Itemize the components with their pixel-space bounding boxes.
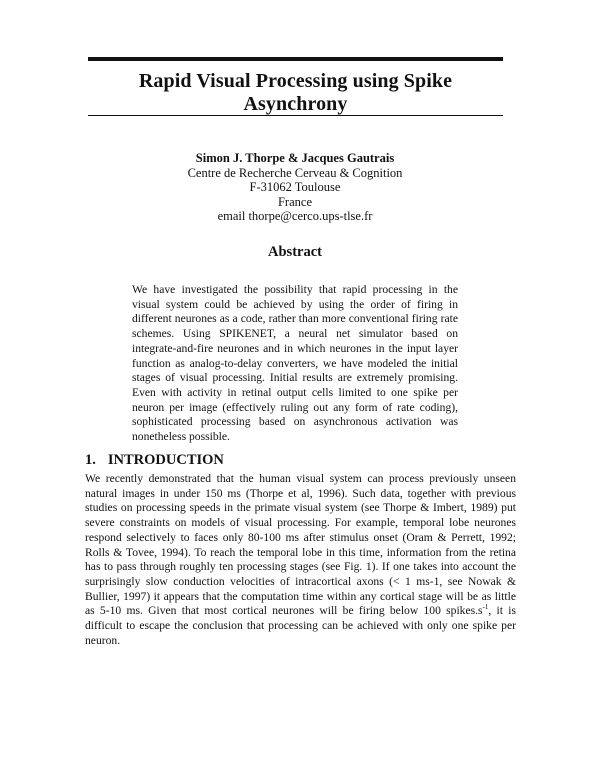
author-address: F-31062 Toulouse <box>249 180 341 194</box>
author-country: France <box>277 194 312 209</box>
author-email: email thorpe@cerco.ups-tlse.fr <box>217 209 373 223</box>
paper-title: Rapid Visual Processing using Spike Asynchrony <box>138 70 453 115</box>
author-affiliation: Centre de Recherche Cerveau & Cognition <box>187 165 403 180</box>
intro-superscript: -1 <box>482 603 489 612</box>
author-block <box>150 151 440 224</box>
title-top-rule <box>88 57 503 61</box>
title-bottom-rule <box>88 115 503 116</box>
intro-text-part1: We recently demonstrated that the human visual system can process previously unseen natural images in under 150 ms (Thorpe et al, 1996). Such data, together with previous studies on processing speeds in the primate visual system (see Thorpe & Imbert, 1989) put severe constraints on models of visual processing. For example, temporal lobe neurones respond selectively to faces only 80-100 ms after stimulus onset (Oram & Perrett, 1992; Rolls & Tovee, 1994). To reach the temporal lobe in this time, information from the retina has to pass through roughly ten processing stages (see Fig. 1). If one takes into account the surprisingly slow conduction velocities of intracortical axons (< 1 ms-1, see Nowak & Bullier, 1997) it appears that the computation time within any cortical stage will be as little as 5-10 ms. Given that most cortical neurones will be firing below 100 spikes.s <box>85 472 516 618</box>
section-heading <box>85 452 224 469</box>
section-number: 1. <box>85 452 96 468</box>
introduction-text <box>85 472 516 648</box>
abstract-heading: Abstract <box>268 244 322 260</box>
section-title: INTRODUCTION <box>107 452 224 468</box>
author-names: Simon J. Thorpe & Jacques Gautrais <box>195 151 395 165</box>
intro-text-part2: , it is difficult to escape the conclusion that processing can be achieved with only one spike per neuron. <box>85 604 516 647</box>
abstract-text: We have investigated the possibility that rapid processing in the visual system could be achieved by using the order of firing in different neurones as a code, rather than more conventional firing rate schemes. Using SPIKENET, a neural net simulator based on integrate-and-fire neurones and in which neurones in the input layer function as analog-to-delay converters, we have modeled the initial stages of visual processing. Initial results are extremely promising. Even with activity in retinal output cells limited to one spike per neuron per image (effectively ruling out any form of rate coding), sophisticated processing based on asynchronous activation was nonetheless possible. <box>132 283 458 444</box>
